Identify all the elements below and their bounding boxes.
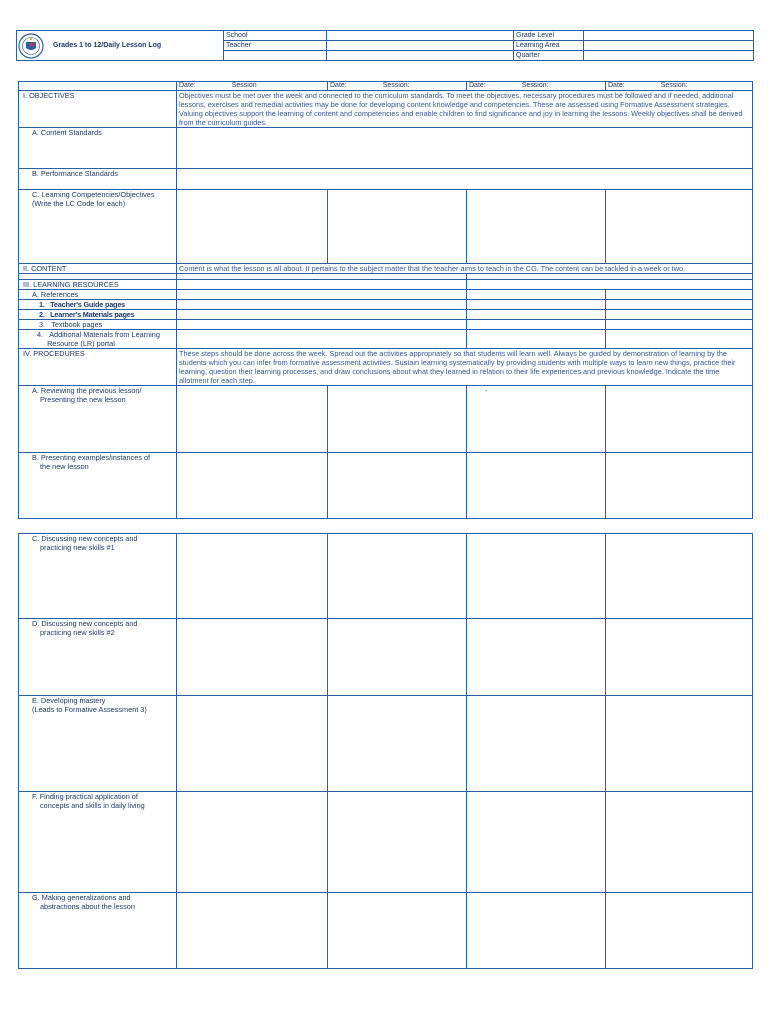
tg-pages-cell-c[interactable] bbox=[606, 300, 753, 310]
proc-b-label: B. Presenting examples/instances of the new lesson bbox=[19, 453, 177, 519]
proc-b-day4[interactable] bbox=[606, 453, 753, 519]
proc-a-day3[interactable]: - bbox=[467, 386, 606, 453]
lm-pages-cell-b[interactable] bbox=[467, 310, 606, 320]
additional-cell-a[interactable] bbox=[177, 330, 467, 349]
textbook-pages-label: 3. Textbook pages bbox=[19, 320, 177, 330]
form-title: Grades 1 to 12/Daily Lesson Log bbox=[53, 42, 162, 49]
proc-f-day1[interactable] bbox=[177, 792, 328, 893]
day1-header: Date: Session bbox=[177, 82, 328, 91]
proc-a-day4[interactable] bbox=[606, 386, 753, 453]
procedures-heading: IV. PROCEDURES bbox=[19, 349, 177, 386]
references-label: A. References bbox=[19, 290, 177, 300]
proc-g-day3[interactable] bbox=[467, 893, 606, 969]
competencies-day2[interactable] bbox=[328, 190, 467, 264]
proc-d-day3[interactable] bbox=[467, 619, 606, 696]
content-standards-label: A. Content Standards bbox=[19, 128, 177, 169]
lesson-log-table-1 bbox=[18, 81, 753, 519]
proc-b-day3[interactable] bbox=[467, 453, 606, 519]
proc-f-day3[interactable] bbox=[467, 792, 606, 893]
proc-g-day4[interactable] bbox=[606, 893, 753, 969]
tg-pages-cell-b[interactable] bbox=[467, 300, 606, 310]
teacher-value[interactable] bbox=[327, 41, 514, 51]
proc-c-label: C. Discussing new concepts and practicing new skills #1 bbox=[19, 534, 177, 619]
proc-d-label: D. Discussing new concepts and practicing new skills #2 bbox=[19, 619, 177, 696]
day3-header: Date: Session: bbox=[467, 82, 606, 91]
lm-pages-cell-c[interactable] bbox=[606, 310, 753, 320]
proc-c-day1[interactable] bbox=[177, 534, 328, 619]
corner-cell bbox=[19, 82, 177, 91]
proc-g-day1[interactable] bbox=[177, 893, 328, 969]
competencies-label: C. Learning Competencies/Objectives (Write the LC Code for each) bbox=[19, 190, 177, 264]
proc-f-day4[interactable] bbox=[606, 792, 753, 893]
proc-f-day2[interactable] bbox=[328, 792, 467, 893]
proc-e-day3[interactable] bbox=[467, 696, 606, 792]
learning-resources-heading: III. LEARNING RESOURCES bbox=[19, 280, 177, 290]
blank-value bbox=[327, 51, 514, 61]
textbook-cell-a[interactable] bbox=[177, 320, 467, 330]
learning-area-label: Learning Area bbox=[514, 41, 584, 51]
textbook-cell-b[interactable] bbox=[467, 320, 606, 330]
references-cell-b[interactable] bbox=[467, 290, 606, 300]
proc-e-day4[interactable] bbox=[606, 696, 753, 792]
proc-b-day2[interactable] bbox=[328, 453, 467, 519]
additional-cell-c[interactable] bbox=[606, 330, 753, 349]
textbook-cell-c[interactable] bbox=[606, 320, 753, 330]
quarter-value[interactable] bbox=[584, 51, 754, 61]
lr-cell-a[interactable] bbox=[177, 280, 467, 290]
competencies-day3[interactable] bbox=[467, 190, 606, 264]
school-value[interactable] bbox=[327, 31, 514, 41]
proc-g-label: G. Making generalizations and abstractions about the lesson bbox=[19, 893, 177, 969]
additional-materials-label: 4. Additional Materials from Learning Resource (LR) portal bbox=[19, 330, 177, 349]
references-cell-a[interactable] bbox=[177, 290, 467, 300]
lm-pages-label: 2. Learner's Materials pages bbox=[19, 310, 177, 320]
deped-seal-icon bbox=[17, 33, 53, 59]
teacher-label: Teacher bbox=[224, 41, 327, 51]
proc-c-day3[interactable] bbox=[467, 534, 606, 619]
tg-pages-cell-a[interactable] bbox=[177, 300, 467, 310]
competencies-day4[interactable] bbox=[606, 190, 753, 264]
content-heading: II. CONTENT bbox=[19, 264, 177, 274]
tg-pages-label: 1. Teacher's Guide pages bbox=[19, 300, 177, 310]
grade-level-label: Grade Level bbox=[514, 31, 584, 41]
header-logo-cell bbox=[17, 31, 224, 61]
day4-header: Date: Session: bbox=[606, 82, 753, 91]
lm-pages-cell-a[interactable] bbox=[177, 310, 467, 320]
proc-a-day1[interactable] bbox=[177, 386, 328, 453]
day2-header: Date: Session: bbox=[328, 82, 467, 91]
learning-area-value[interactable] bbox=[584, 41, 754, 51]
school-label: School bbox=[224, 31, 327, 41]
procedures-note: These steps should be done across the week. Spread out the activities appropriately so that students will learn well. Always be guided by demonstration of learning by the students which you can infer from formative assessment activities. Sustain learning systematically by providing students with multiple ways to learn new things, practice their learning, question their learning processes, and draw conclusions about what they learned in relation to their life experiences and previous knowledge. Indicate the time allotment for each step. bbox=[177, 349, 753, 386]
proc-d-day4[interactable] bbox=[606, 619, 753, 696]
blank-label bbox=[224, 51, 327, 61]
header-table bbox=[16, 30, 754, 61]
competencies-day1[interactable] bbox=[177, 190, 328, 264]
objectives-note: Objectives must be met over the week and connected to the curriculum standards. To meet the objectives, necessary procedures must be followed and if needed, additional lessons, exercises and remedial activities may be done for developing content knowledge and competencies. These are assessed using Formative Assessment strategies. Valuing objectives support the learning of content and competencies and enable children to find significance and joy in learning the lessons. Weekly objectives shall be derived from the curriculum guides. bbox=[177, 91, 753, 128]
proc-c-day2[interactable] bbox=[328, 534, 467, 619]
references-cell-c[interactable] bbox=[606, 290, 753, 300]
performance-standards-label: B. Performance Standards bbox=[19, 169, 177, 190]
proc-f-label: F. Finding practical application of concepts and skills in daily living bbox=[19, 792, 177, 893]
lesson-log-table-2 bbox=[18, 533, 753, 969]
proc-e-label: E. Developing mastery (Leads to Formative Assessment 3) bbox=[19, 696, 177, 792]
additional-cell-b[interactable] bbox=[467, 330, 606, 349]
content-standards-cell[interactable] bbox=[177, 128, 753, 169]
grade-level-value[interactable] bbox=[584, 31, 754, 41]
objectives-heading: I. OBJECTIVES bbox=[19, 91, 177, 128]
content-note: Content is what the lesson is all about. It pertains to the subject matter that the teacher aims to teach in the CG. The content can be tackled in a week or two. bbox=[177, 264, 753, 274]
proc-e-day1[interactable] bbox=[177, 696, 328, 792]
proc-d-day2[interactable] bbox=[328, 619, 467, 696]
lr-cell-b[interactable] bbox=[467, 280, 753, 290]
proc-b-day1[interactable] bbox=[177, 453, 328, 519]
proc-a-day2[interactable] bbox=[328, 386, 467, 453]
quarter-label: Quarter bbox=[514, 51, 584, 61]
proc-c-day4[interactable] bbox=[606, 534, 753, 619]
proc-a-label: A. Reviewing the previous lesson/ Presenting the new lesson bbox=[19, 386, 177, 453]
proc-e-day2[interactable] bbox=[328, 696, 467, 792]
performance-standards-cell[interactable] bbox=[177, 169, 753, 190]
proc-g-day2[interactable] bbox=[328, 893, 467, 969]
proc-d-day1[interactable] bbox=[177, 619, 328, 696]
